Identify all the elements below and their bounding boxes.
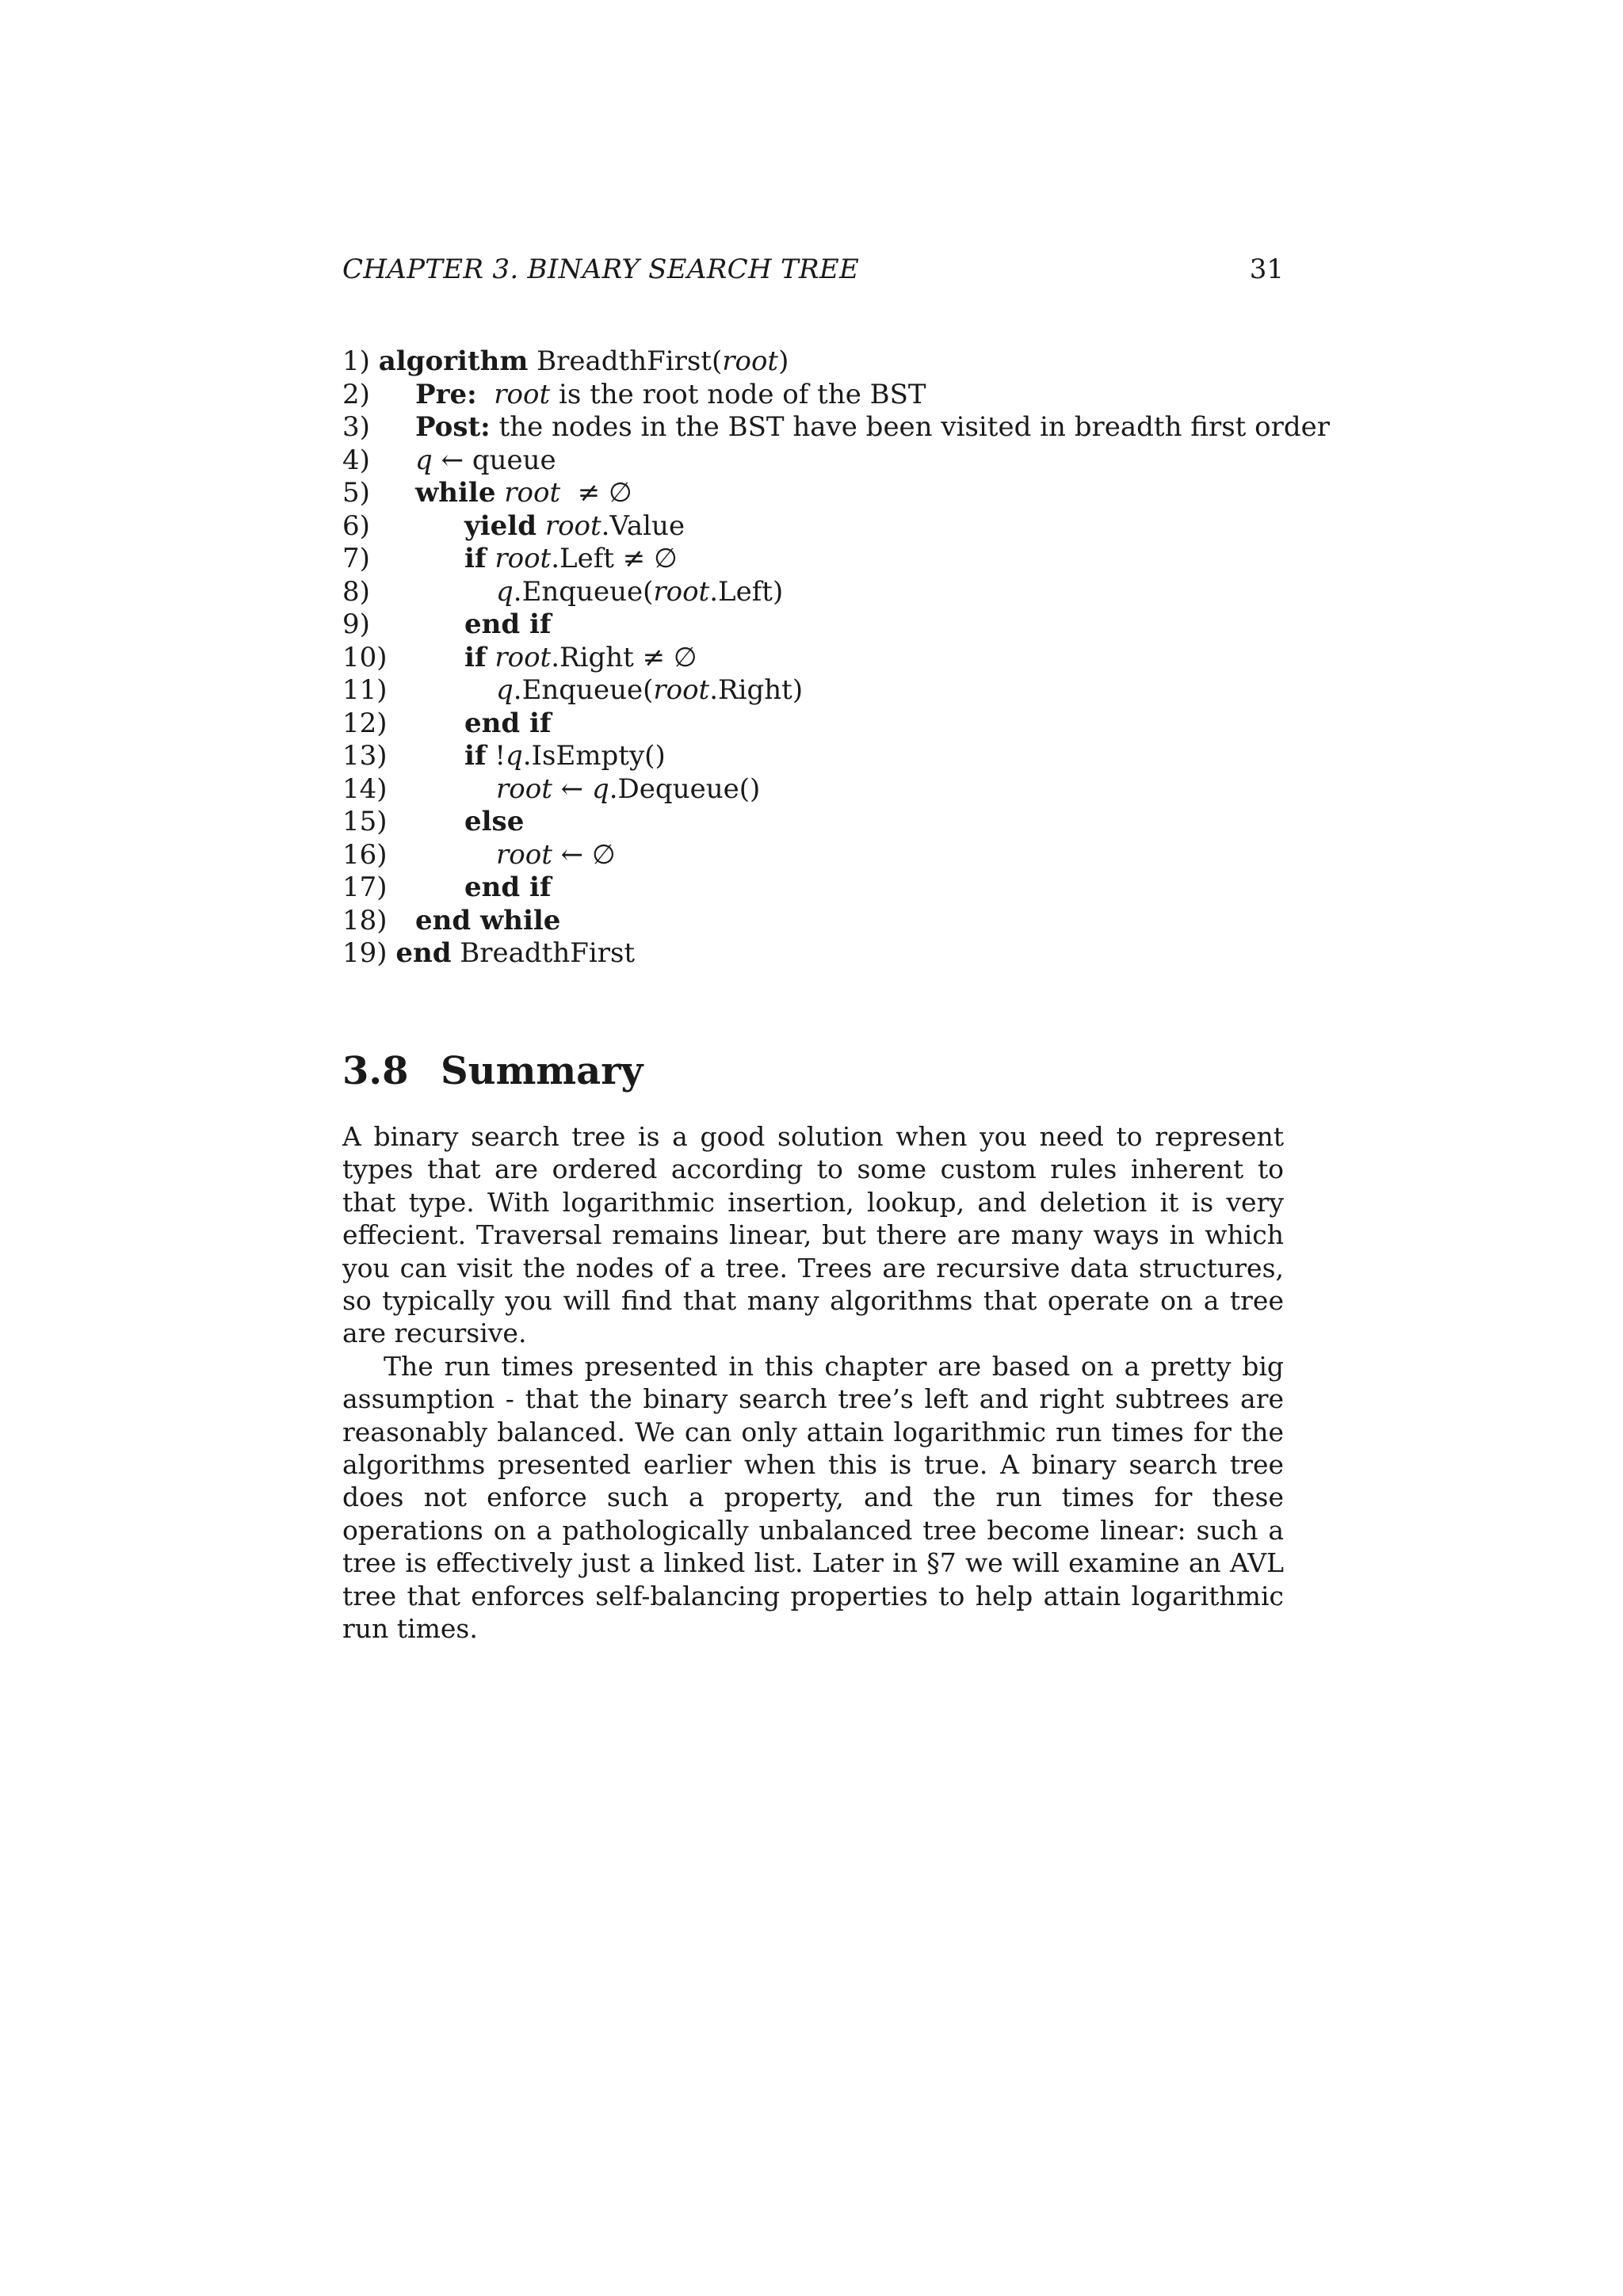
algorithm-line — [342, 674, 1284, 707]
code-text: .Right) — [709, 674, 804, 706]
code-text: .Right ≠ ∅ — [551, 641, 697, 673]
paragraph: The run times presented in this chapter are based on a pretty big assumption - that the binary search tree’s left and right subtrees are reasonably balanced. We can only attain logarithmic run times for the algorithms presented earlier when this is true. A binary search tree does not enforce such a property, and the run times for these operations on a pathologically unbalanced tree become linear: such a tree is effectively just a linked list. Later in §7 we will examine an AVL tree that enforces self-balancing properties to help attain logarithmic run times. — [342, 1350, 1284, 1645]
code-text: the nodes in the BST have been visited in breadth first order — [490, 411, 1330, 443]
algorithm-code — [415, 477, 632, 510]
line-number: 12) — [342, 707, 388, 739]
algorithm-code — [464, 740, 666, 773]
line-number: 5) — [342, 477, 370, 509]
line-number: 16) — [342, 838, 388, 871]
page-number: 31 — [1249, 254, 1284, 285]
keyword: end while — [415, 904, 561, 936]
algorithm-code — [415, 905, 560, 938]
algorithm-code — [415, 379, 926, 412]
paragraph: A binary search tree is a good solution when you need to represent types that are ordered according to some custom rules inherent to that type. With logarithmic insertion, lookup, and deletion it is very effecient. Traversal remains linear, but there are many ways in which you can visit the nodes of a tree. Trees are recursive data structures, so typically you will find that many algorithms that operate on a tree are recursive. — [342, 1121, 1284, 1349]
running-header — [342, 252, 1284, 287]
algorithm-code — [496, 674, 803, 707]
line-number: 17) — [342, 871, 388, 903]
code-text: ← ∅ — [552, 838, 616, 871]
algorithm-line — [342, 411, 1330, 444]
section-heading — [342, 1047, 643, 1095]
identifier: root — [494, 378, 551, 410]
code-text: BreadthFirst — [451, 937, 636, 969]
line-number: 2) — [342, 378, 370, 410]
line-number: 1) — [342, 345, 370, 377]
line-number: 9) — [342, 608, 370, 640]
code-text: BreadthFirst( — [528, 345, 723, 377]
code-text — [537, 510, 545, 542]
identifier: root — [495, 543, 552, 574]
algorithm-line — [342, 543, 1284, 576]
section-body — [342, 1120, 1284, 1646]
algorithm-code — [464, 707, 552, 741]
keyword: end if — [464, 707, 552, 739]
algorithm-code — [464, 871, 552, 905]
identifier: q — [415, 444, 433, 476]
keyword: if — [464, 641, 487, 673]
code-text: ← — [552, 772, 592, 805]
algorithm-code — [496, 773, 760, 807]
algorithm-code — [464, 806, 524, 839]
code-text: ! — [486, 740, 506, 772]
line-number: 3) — [342, 411, 370, 443]
line-number: 7) — [342, 543, 370, 574]
keyword: else — [464, 806, 525, 837]
code-text — [487, 642, 495, 673]
code-text — [495, 477, 504, 509]
algorithm-line — [342, 937, 1284, 971]
algorithm-line — [342, 608, 1284, 642]
identifier: root — [504, 477, 561, 509]
identifier: q — [496, 674, 514, 706]
keyword: if — [464, 543, 487, 574]
code-text: .Left ≠ ∅ — [551, 543, 678, 574]
chapter-title: CHAPTER 3. BINARY SEARCH TREE — [342, 254, 860, 285]
line-number: 4) — [342, 444, 370, 476]
code-text: ← queue — [432, 444, 556, 476]
line-number: 19) — [342, 937, 388, 969]
code-text: .Enqueue( — [513, 674, 654, 706]
algorithm-line — [342, 871, 1284, 905]
code-text: is the root node of the BST — [550, 378, 926, 410]
algorithm-code — [464, 608, 552, 642]
algorithm-code — [464, 543, 678, 576]
algorithm-line — [342, 806, 1284, 839]
identifier: root — [544, 509, 601, 542]
identifier: root — [722, 345, 779, 377]
algorithm-line — [342, 477, 1284, 510]
algorithm-line — [342, 773, 1284, 807]
code-text: .Dequeue() — [609, 772, 761, 805]
algorithm-line — [342, 444, 1284, 478]
algorithm-code — [415, 444, 556, 478]
identifier: root — [495, 641, 552, 673]
algorithm-line — [342, 740, 1284, 773]
line-number: 6) — [342, 509, 370, 542]
code-text — [487, 543, 495, 574]
identifier: root — [653, 674, 710, 706]
keyword: end if — [464, 608, 552, 640]
algorithm-line — [342, 510, 1284, 543]
algorithm-line — [342, 642, 1284, 675]
algorithm-code — [464, 642, 697, 675]
section-title: Summary — [441, 1049, 643, 1093]
line-number: 14) — [342, 772, 388, 805]
algorithm-code — [496, 576, 783, 609]
code-text: .IsEmpty() — [522, 740, 666, 772]
algorithm-line — [342, 839, 1284, 872]
algorithm-listing — [342, 345, 1330, 971]
algorithm-line — [342, 707, 1284, 741]
code-text: .Value — [601, 509, 685, 542]
code-text — [477, 379, 495, 410]
algorithm-code — [464, 510, 685, 543]
code-text: ) — [778, 345, 789, 377]
identifier: q — [591, 772, 609, 805]
keyword: Post: — [415, 411, 491, 443]
identifier: q — [506, 740, 523, 772]
code-text: ≠ ∅ — [560, 477, 632, 509]
line-number: 11) — [342, 674, 388, 706]
keyword: yield — [464, 509, 537, 542]
algorithm-line — [342, 379, 1284, 412]
keyword: end if — [464, 871, 552, 903]
algorithm-code — [496, 839, 616, 872]
line-number: 18) — [342, 904, 388, 936]
line-number: 8) — [342, 575, 370, 608]
section-number: 3.8 — [342, 1049, 409, 1093]
identifier: root — [496, 838, 552, 871]
identifier: root — [496, 772, 552, 805]
line-number: 10) — [342, 641, 388, 673]
identifier: root — [653, 575, 710, 608]
algorithm-code — [415, 411, 1330, 444]
line-number: 13) — [342, 740, 388, 772]
algorithm-line — [342, 576, 1284, 609]
line-number: 15) — [342, 806, 388, 837]
keyword: if — [464, 740, 487, 772]
identifier: q — [496, 575, 514, 608]
keyword: end — [395, 937, 452, 969]
keyword: while — [415, 477, 496, 509]
algorithm-line — [342, 905, 1284, 938]
code-text: .Left) — [709, 575, 784, 608]
keyword: Pre: — [415, 378, 477, 410]
code-text: .Enqueue( — [513, 575, 654, 608]
algorithm-line — [342, 345, 1284, 379]
keyword: algorithm — [378, 345, 529, 377]
